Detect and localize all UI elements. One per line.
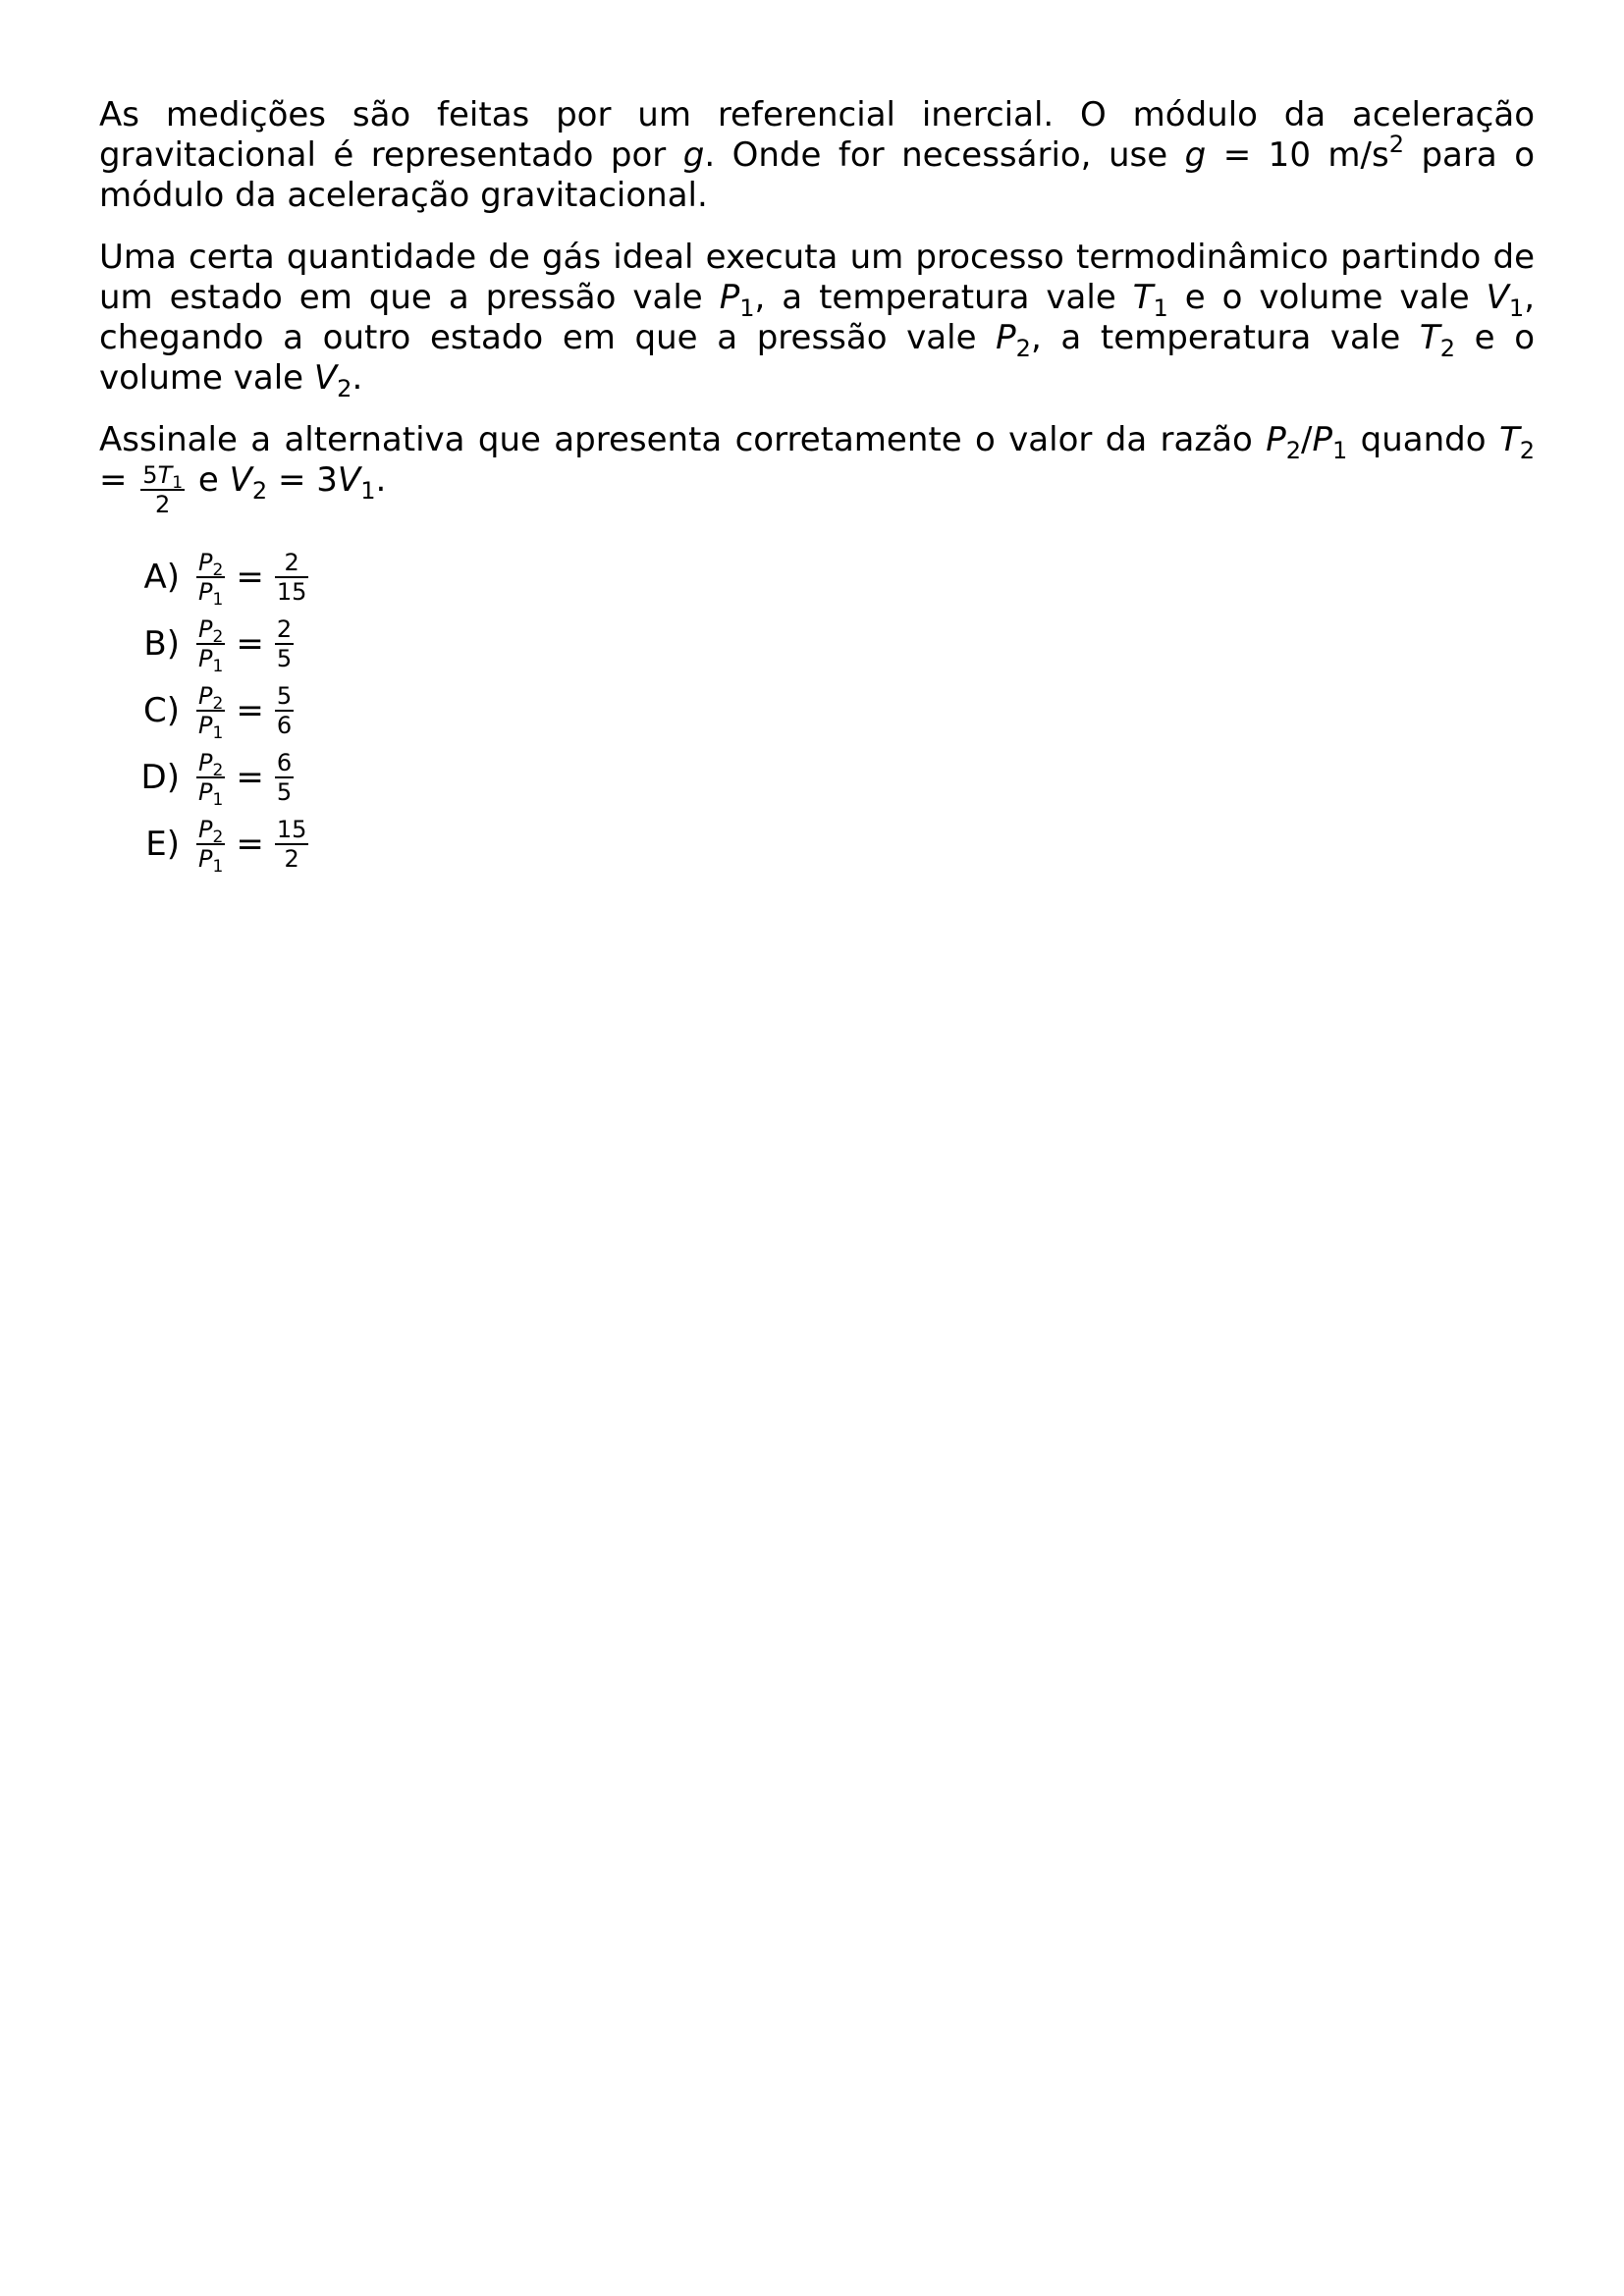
- option-numerator: 2: [276, 615, 293, 643]
- subscript: 2: [212, 561, 224, 580]
- symbol-p2: P: [198, 816, 213, 843]
- prompt-text-3: e: [188, 460, 230, 500]
- prompt-text-1: Assinale a alternativa que apresenta corretamente o valor da razão: [99, 420, 1267, 459]
- intro-text-3: para o módulo da aceleração gravitacional.: [99, 135, 1535, 215]
- symbol-p1: P: [719, 278, 740, 317]
- subscript: 1: [212, 657, 224, 676]
- symbol-t1: T: [157, 461, 173, 489]
- symbol-p1: P: [198, 712, 213, 739]
- fraction-denominator: 2: [155, 491, 171, 518]
- subscript: 2: [1285, 437, 1302, 464]
- symbol-v2: V: [229, 460, 252, 500]
- ratio-numerator: [196, 818, 225, 845]
- symbol-p1: P: [198, 578, 213, 606]
- option-b[interactable]: [127, 611, 1535, 677]
- subscript: 2: [212, 761, 224, 780]
- option-numerator: 15: [276, 816, 307, 843]
- symbol-g-2: g: [1184, 135, 1207, 175]
- symbol-v2: V: [313, 358, 338, 398]
- option-letter: B): [143, 623, 180, 664]
- statement-text-7: .: [352, 358, 363, 398]
- symbol-t1: T: [1132, 278, 1154, 317]
- answer-options: [127, 544, 1535, 878]
- intro-paragraph: [99, 95, 1535, 216]
- symbol-g: g: [682, 135, 705, 175]
- subscript: 2: [251, 477, 268, 505]
- statement-text-5: , a temperatura vale: [1030, 318, 1420, 357]
- symbol-p1: P: [198, 845, 213, 873]
- subscript: 1: [172, 473, 184, 493]
- ratio-fraction: [196, 615, 225, 676]
- symbol-p2: P: [198, 549, 213, 576]
- subscript: 1: [212, 790, 224, 810]
- option-value-fraction: [275, 551, 309, 604]
- ratio-denominator: [196, 645, 225, 676]
- symbol-p1: P: [198, 645, 213, 672]
- subscript: 2: [337, 375, 352, 402]
- option-denominator: 2: [284, 845, 299, 873]
- question-prompt: [99, 420, 1535, 516]
- subscript: 1: [212, 723, 224, 743]
- symbol-p2: P: [1266, 420, 1286, 459]
- symbol-p2: P: [198, 682, 213, 710]
- option-denominator: 6: [276, 712, 293, 739]
- fraction-numerator: [140, 463, 185, 491]
- subscript: 2: [212, 694, 224, 714]
- prompt-text-2: quando: [1347, 420, 1499, 459]
- question-content: [99, 95, 1535, 878]
- subscript: 1: [739, 294, 755, 322]
- option-letter: E): [145, 824, 180, 864]
- symbol-p1: P: [1312, 420, 1332, 459]
- equals-sign: =: [236, 690, 264, 730]
- fraction-coefficient: 5: [142, 461, 158, 489]
- intro-text-1: As medições são feitas por um referencial inercial. O módulo da aceleração gravitacional é representado por: [99, 95, 1535, 175]
- intro-text-2: . Onde for necessário, use: [704, 135, 1185, 175]
- subscript: 2: [1519, 437, 1535, 464]
- ratio-fraction: [196, 682, 225, 743]
- subscript: 2: [212, 828, 224, 847]
- option-value-fraction: [275, 818, 309, 871]
- option-numerator: 6: [276, 749, 293, 776]
- equals-sign: =: [236, 557, 264, 597]
- statement-text-3: e o volume vale: [1167, 278, 1487, 317]
- subscript: 2: [212, 627, 224, 647]
- subscript: 1: [1508, 294, 1525, 322]
- ratio-denominator: [196, 845, 225, 877]
- statement-text-6: e o volume vale: [99, 318, 1535, 398]
- subscript: 1: [1332, 437, 1348, 464]
- symbol-p2: P: [198, 749, 213, 776]
- unit-exponent: 2: [1388, 131, 1404, 158]
- symbol-v1: V: [1486, 278, 1509, 317]
- option-numerator: 2: [275, 551, 309, 578]
- prompt-text-4: .: [375, 460, 387, 500]
- equals-sign: =: [236, 824, 264, 864]
- ratio-fraction: [196, 549, 225, 610]
- ratio-denominator: [196, 712, 225, 743]
- symbol-t2: T: [1419, 318, 1440, 357]
- temperature-fraction: [140, 463, 185, 516]
- option-letter: D): [140, 757, 180, 797]
- subscript: 2: [1439, 335, 1455, 362]
- equals-sign: =: [236, 757, 264, 797]
- symbol-v1: V: [337, 460, 361, 500]
- option-denominator: 5: [276, 778, 293, 806]
- option-d[interactable]: [127, 744, 1535, 811]
- option-letter: A): [143, 557, 180, 597]
- problem-statement: [99, 238, 1535, 402]
- option-value-fraction: [275, 751, 294, 804]
- ratio-fraction: [196, 816, 225, 877]
- option-a[interactable]: [127, 544, 1535, 611]
- ratio-denominator: [196, 578, 225, 610]
- option-value-fraction: [275, 617, 294, 670]
- option-e[interactable]: [127, 811, 1535, 878]
- equals-sign: =: [99, 460, 138, 500]
- gravity-value: = 10 m/s: [1206, 135, 1389, 175]
- ratio-numerator: [196, 551, 225, 578]
- option-value-fraction: [275, 684, 294, 737]
- subscript: 1: [360, 477, 376, 505]
- statement-text-4: , chegando a outro estado em que a pressão vale: [99, 278, 1535, 357]
- ratio-denominator: [196, 778, 225, 810]
- division-slash: /: [1301, 420, 1313, 459]
- symbol-p2: P: [996, 318, 1016, 357]
- subscript: 2: [1015, 335, 1031, 362]
- subscript: 1: [212, 590, 224, 610]
- option-denominator: 15: [276, 578, 307, 606]
- ratio-numerator: [196, 684, 225, 712]
- option-denominator: 5: [276, 645, 293, 672]
- ratio-numerator: [196, 617, 225, 645]
- subscript: 1: [212, 857, 224, 877]
- volume-relation: = 3: [267, 460, 338, 500]
- equals-sign: =: [236, 623, 264, 664]
- ratio-numerator: [196, 751, 225, 778]
- option-numerator: 5: [276, 682, 293, 710]
- symbol-p2: P: [198, 615, 213, 643]
- statement-text-1: Uma certa quantidade de gás ideal executa um processo termodinâmico partindo de um estado em que a pressão vale: [99, 238, 1535, 317]
- statement-text-2: , a temperatura vale: [754, 278, 1133, 317]
- symbol-p1: P: [198, 778, 213, 806]
- subscript: 1: [1153, 294, 1168, 322]
- option-c[interactable]: [127, 677, 1535, 744]
- ratio-fraction: [196, 749, 225, 810]
- option-letter: C): [142, 690, 180, 730]
- symbol-t2: T: [1498, 420, 1520, 459]
